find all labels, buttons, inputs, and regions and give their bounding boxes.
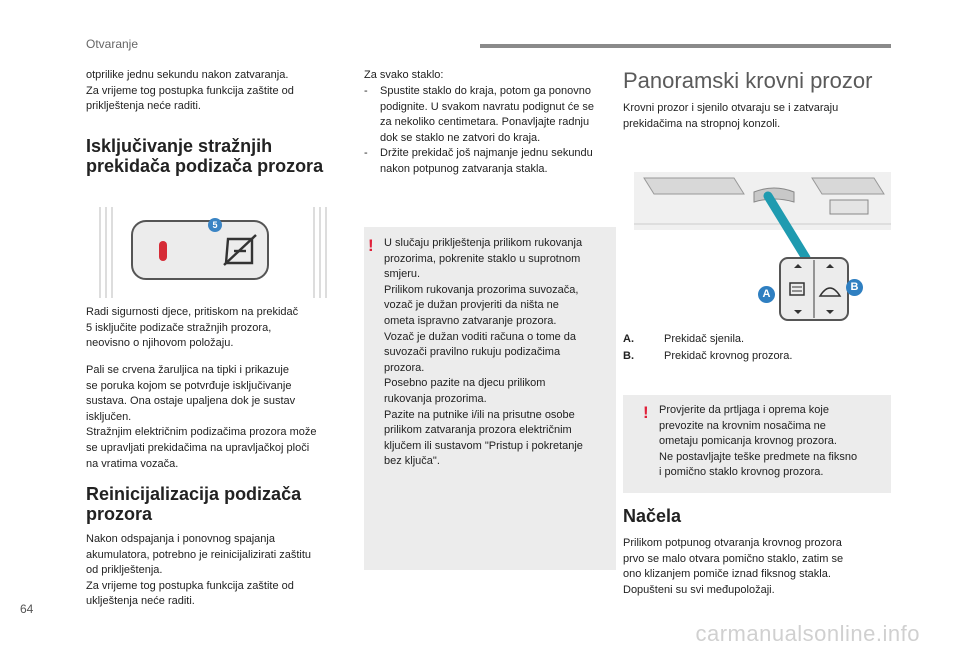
text-line: Stražnjim električnim podizačima prozora može xyxy=(86,426,317,439)
list-item xyxy=(364,146,614,177)
text-line: suvozači pravilno rukuju podizačima xyxy=(384,346,561,359)
legend-item-a xyxy=(623,332,744,347)
warning-text-pinch xyxy=(384,236,612,470)
page-title-panoramic-roof: Panoramski krovni prozor xyxy=(623,68,873,93)
watermark: carmanualsonline.info xyxy=(695,621,920,646)
text-line: Dopušteni su svi međupoložaji. xyxy=(623,583,775,596)
text-line: Spustite staklo do kraja, potom ga ponovno xyxy=(380,85,591,97)
legend-key: B. xyxy=(623,350,634,362)
text-line: prozorima, pokrenite staklo u suprotnom xyxy=(384,252,581,265)
text-line: vozač je dužan provjeriti da ništa ne xyxy=(384,299,559,312)
text-line: akumulatora, potrebno je reinicijalizirati zaštitu xyxy=(86,548,311,561)
text-line: 5 isključite podizače stražnjih prozora, xyxy=(86,321,272,334)
col1-disable-text xyxy=(86,305,348,352)
page-number: 64 xyxy=(20,602,34,616)
text-line: prilikom zatvaranja prozora električnim xyxy=(384,424,572,437)
text-line: Krovni prozor i sjenilo otvaraju se i zatvaraju xyxy=(623,102,839,114)
warning-icon: ! xyxy=(368,236,374,255)
rear-window-lock-switch-illustration xyxy=(86,203,348,298)
text-line: na vratima vozača. xyxy=(86,457,179,470)
heading-line: prekidača podizača prozora xyxy=(86,156,324,176)
list-item xyxy=(364,84,614,146)
text-line: ometa ispravno zatvaranje prozora. xyxy=(384,314,557,327)
label-a-badge: A xyxy=(758,286,775,303)
text-line: se poruka kojom se potvrđuje isključivanje xyxy=(86,379,292,392)
text-line: bez ključa". xyxy=(384,455,440,468)
col3-principles-text xyxy=(623,536,891,598)
col3-intro xyxy=(623,101,891,132)
text-line: Pali se crvena žaruljica na tipki i prikazuje xyxy=(86,364,289,376)
text-line: Ne postavljajte teške predmete na fiksno xyxy=(659,450,858,463)
label-b-badge: B xyxy=(846,279,863,296)
text-line: se upravljati prekidačima na upravljačkoj ploči xyxy=(86,441,310,454)
col1-reinit-text xyxy=(86,532,348,610)
text-line: Za vrijeme tog postupka funkcija zaštite od xyxy=(86,84,294,97)
text-line: prekidačima na stropnoj konzoli. xyxy=(623,117,781,130)
text-line: za nekoliko centimetara. Ponavljajte radnju xyxy=(380,116,590,129)
text-line: rukovanja prozorima. xyxy=(384,392,487,405)
badge-5: 5 xyxy=(208,218,222,232)
bullet-dash: - xyxy=(364,147,368,160)
col1-indicator-text xyxy=(86,363,348,472)
text-line: Pazite na putnike i/ili na prisutne osobe xyxy=(384,408,575,421)
legend-text: Prekidač sjenila. xyxy=(664,333,745,345)
text-line: Držite prekidač još najmanje jednu sekundu xyxy=(380,147,593,160)
text-line: uklještenja neće raditi. xyxy=(86,595,195,608)
text-line: prevozite na krovnim nosačima ne xyxy=(659,419,826,432)
bullet-list xyxy=(364,84,614,178)
text-line: otprilike jednu sekundu nakon zatvaranja. xyxy=(86,69,289,81)
header-rule xyxy=(480,44,891,48)
text-line: ometaju pomicanja krovnog prozora. xyxy=(659,435,837,448)
legend-item-b xyxy=(623,349,792,364)
bullet-dash: - xyxy=(364,85,368,97)
text-line: ključem ili sustavom "Pristup i pokretanje xyxy=(384,439,583,452)
text-line: Vozač je dužan voditi računa o tome da xyxy=(384,330,577,343)
section-title: Otvaranje xyxy=(86,37,139,51)
text-line: i pomično staklo krovnog prozora. xyxy=(659,466,824,479)
col2-lead: Za svako staklo: xyxy=(364,69,444,81)
text-line: neovisno o njihovom položaju. xyxy=(86,337,234,350)
text-line: smjeru. xyxy=(384,268,421,281)
legend-key: A. xyxy=(623,333,634,345)
text-line: Prilikom rukovanja prozorima suvozača, xyxy=(384,283,579,296)
heading-reinitialization xyxy=(86,484,348,524)
text-line: prozora. xyxy=(384,361,425,374)
text-line: podignite. U svakom navratu podignut će se xyxy=(380,100,595,113)
text-line: priklještenja neće raditi. xyxy=(86,100,201,113)
heading-line: prozora xyxy=(86,504,153,524)
text-line: Posebno pazite na djecu prilikom xyxy=(384,377,546,390)
text-line: dok se staklo ne zatvori do kraja. xyxy=(380,131,541,144)
text-line: prvo se malo otvara pomično staklo, zatim se xyxy=(623,552,844,565)
legend-text: Prekidač krovnog prozora. xyxy=(664,350,793,362)
warning-icon: ! xyxy=(643,403,649,422)
heading-disable-rear-switches xyxy=(86,136,348,176)
text-line: ono klizanjem pomiče iznad fiksnog stakla. xyxy=(623,568,831,581)
text-line: isključen. xyxy=(86,410,132,423)
heading-line: Isključivanje stražnjih xyxy=(86,136,273,156)
text-line: Provjerite da prtljaga i oprema koje xyxy=(659,404,829,416)
text-line: nakon potpunog zatvaranja stakla. xyxy=(380,162,548,175)
text-line: Radi sigurnosti djece, pritiskom na prekidač xyxy=(86,306,299,318)
text-line: od priklještenja. xyxy=(86,564,163,577)
col1-intro xyxy=(86,68,348,115)
text-line: Za vrijeme tog postupka funkcija zaštite od xyxy=(86,579,294,592)
text-line: U slučaju priklještenja prilikom rukovanja xyxy=(384,237,583,249)
text-line: sustava. Ona ostaje upaljena dok je sustav xyxy=(86,395,296,408)
warning-text-roof xyxy=(659,403,887,481)
text-line: Prilikom potpunog otvaranja krovnog prozora xyxy=(623,537,842,549)
heading-principles: Načela xyxy=(623,506,682,526)
heading-line: Reinicijalizacija podizača xyxy=(86,484,302,504)
text-line: Nakon odspajanja i ponovnog spajanja xyxy=(86,533,275,545)
